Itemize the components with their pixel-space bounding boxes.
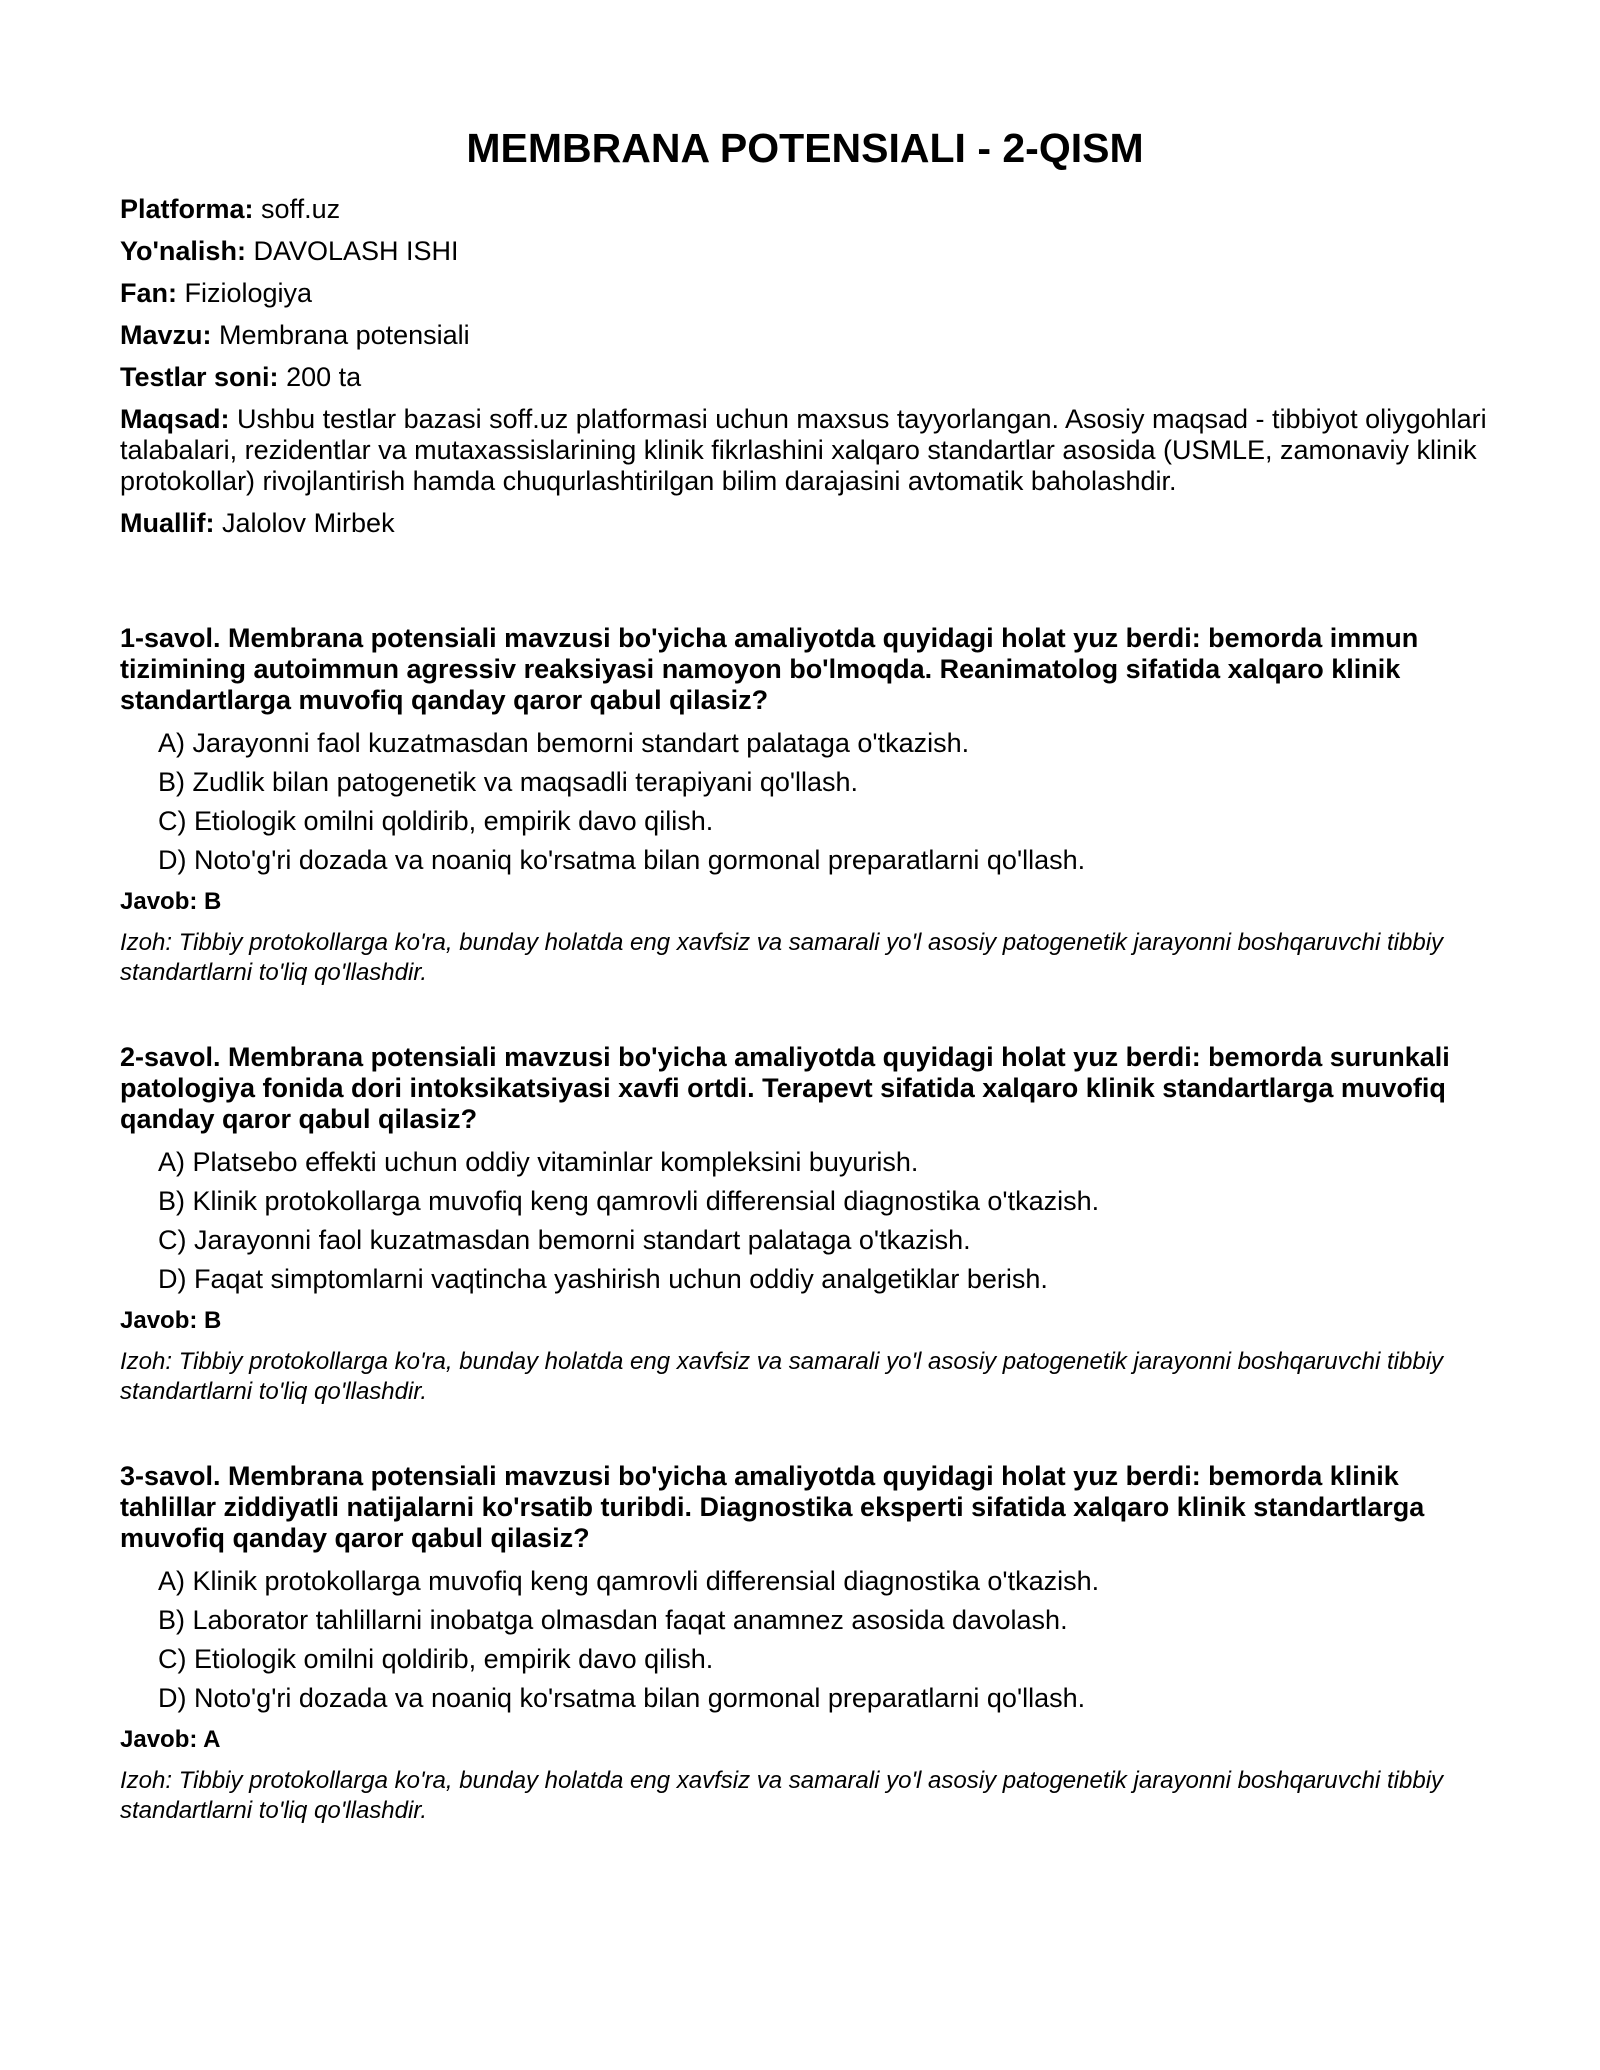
meta-value: Fiziologiya (184, 278, 313, 308)
meta-label: Maqsad: (120, 404, 230, 434)
explanation: Izoh: Tibbiy protokollarga ko'ra, bunday holatda eng xavfsiz va samarali yo'l asosiy patogenetik jarayonni boshqaruvchi tibbiy standartlarni to'liq qo'llashdir. (120, 1767, 1444, 1824)
meta-label: Yo'nalish: (120, 236, 246, 266)
document-meta (120, 194, 1490, 539)
document-title: MEMBRANA POTENSIALI - 2-QISM (466, 125, 1144, 171)
option-a: A) Jarayonni faol kuzatmasdan bemorni standart palataga o'tkazish. (158, 728, 970, 758)
question-3 (120, 1461, 1490, 1826)
option-d: D) Noto'g'ri dozada va noaniq ko'rsatma bilan gormonal preparatlarni qo'llash. (158, 845, 1086, 875)
meta-maqsad (120, 404, 1490, 497)
question-text: 3-savol. Membrana potensiali mavzusi bo'yicha amaliyotda quyidagi holat yuz berdi: bemorda klinik tahlillar ziddiyatli natijalarni ko'rsatib turibdi. Diagnostika eksperti sifatida xalqaro klinik standartlarga muvofiq qanday qaror qabul qilasiz? (120, 1461, 1425, 1553)
meta-label: Mavzu: (120, 320, 212, 350)
question-text: 2-savol. Membrana potensiali mavzusi bo'yicha amaliyotda quyidagi holat yuz berdi: bemorda surunkali patologiya fonida dori intoksikatsiyasi xavfi ortdi. Terapevt sifatida xalqaro klinik standartlarga muvofiq qanday qaror qabul qilasiz? (120, 1042, 1450, 1134)
meta-fan (120, 278, 1490, 309)
meta-label: Muallif: (120, 508, 215, 538)
correct-answer: Javob: A (120, 1726, 221, 1753)
option-a: A) Klinik protokollarga muvofiq keng qamrovli differensial diagnostika o'tkazish. (158, 1566, 1100, 1596)
option-d: D) Faqat simptomlarni vaqtincha yashirish uchun oddiy analgetiklar berish. (158, 1264, 1048, 1294)
meta-value: soff.uz (261, 194, 341, 224)
meta-label: Testlar soni: (120, 362, 279, 392)
option-b: B) Zudlik bilan patogenetik va maqsadli terapiyani qo'llash. (158, 767, 859, 797)
answer-options (158, 728, 1490, 876)
meta-value: Ushbu testlar bazasi soff.uz platformasi uchun maxsus tayyorlangan. Asosiy maqsad - tibbiyot oliygohlari talabalari, rezidentlar va mutaxassislarining klinik fikrlashini xalqaro standartlar asosida (USMLE, zamonaviy klinik protokollar) rivojlantirish hamda chuqurlashtirilgan bilim darajasini avtomatik baholashdir. (120, 404, 1487, 496)
meta-mavzu (120, 320, 1490, 351)
explanation: Izoh: Tibbiy protokollarga ko'ra, bunday holatda eng xavfsiz va samarali yo'l asosiy patogenetik jarayonni boshqaruvchi tibbiy standartlarni to'liq qo'llashdir. (120, 1348, 1444, 1405)
option-a: A) Platsebo effekti uchun oddiy vitaminlar kompleksini buyurish. (158, 1147, 919, 1177)
answer-options (158, 1566, 1490, 1714)
explanation: Izoh: Tibbiy protokollarga ko'ra, bunday holatda eng xavfsiz va samarali yo'l asosiy patogenetik jarayonni boshqaruvchi tibbiy standartlarni to'liq qo'llashdir. (120, 929, 1444, 986)
question-text: 1-savol. Membrana potensiali mavzusi bo'yicha amaliyotda quyidagi holat yuz berdi: bemorda immun tizimining autoimmun agressiv reaksiyasi namoyon bo'lmoqda. Reanimatolog sifatida xalqaro klinik standartlarga muvofiq qanday qaror qabul qilasiz? (120, 623, 1419, 715)
option-b: B) Klinik protokollarga muvofiq keng qamrovli differensial diagnostika o'tkazish. (158, 1186, 1100, 1216)
meta-value: DAVOLASH ISHI (253, 236, 459, 266)
option-c: C) Etiologik omilni qoldirib, empirik davo qilish. (158, 1644, 714, 1674)
meta-value: 200 ta (286, 362, 362, 392)
correct-answer: Javob: B (120, 888, 222, 915)
question-1 (120, 623, 1490, 988)
option-b: B) Laborator tahlillarni inobatga olmasdan faqat anamnez asosida davolash. (158, 1605, 1068, 1635)
option-c: C) Jarayonni faol kuzatmasdan bemorni standart palataga o'tkazish. (158, 1225, 971, 1255)
option-d: D) Noto'g'ri dozada va noaniq ko'rsatma bilan gormonal preparatlarni qo'llash. (158, 1683, 1086, 1713)
answer-options (158, 1147, 1490, 1295)
meta-platforma (120, 194, 1490, 225)
meta-yonalish (120, 236, 1490, 267)
meta-label: Platforma: (120, 194, 254, 224)
meta-value: Jalolov Mirbek (222, 508, 395, 538)
option-c: C) Etiologik omilni qoldirib, empirik davo qilish. (158, 806, 714, 836)
meta-testlar-soni (120, 362, 1490, 393)
question-2 (120, 1042, 1490, 1407)
meta-value: Membrana potensiali (219, 320, 470, 350)
meta-muallif (120, 508, 1490, 539)
meta-label: Fan: (120, 278, 177, 308)
correct-answer: Javob: B (120, 1307, 222, 1334)
document-page (120, 0, 1490, 1880)
